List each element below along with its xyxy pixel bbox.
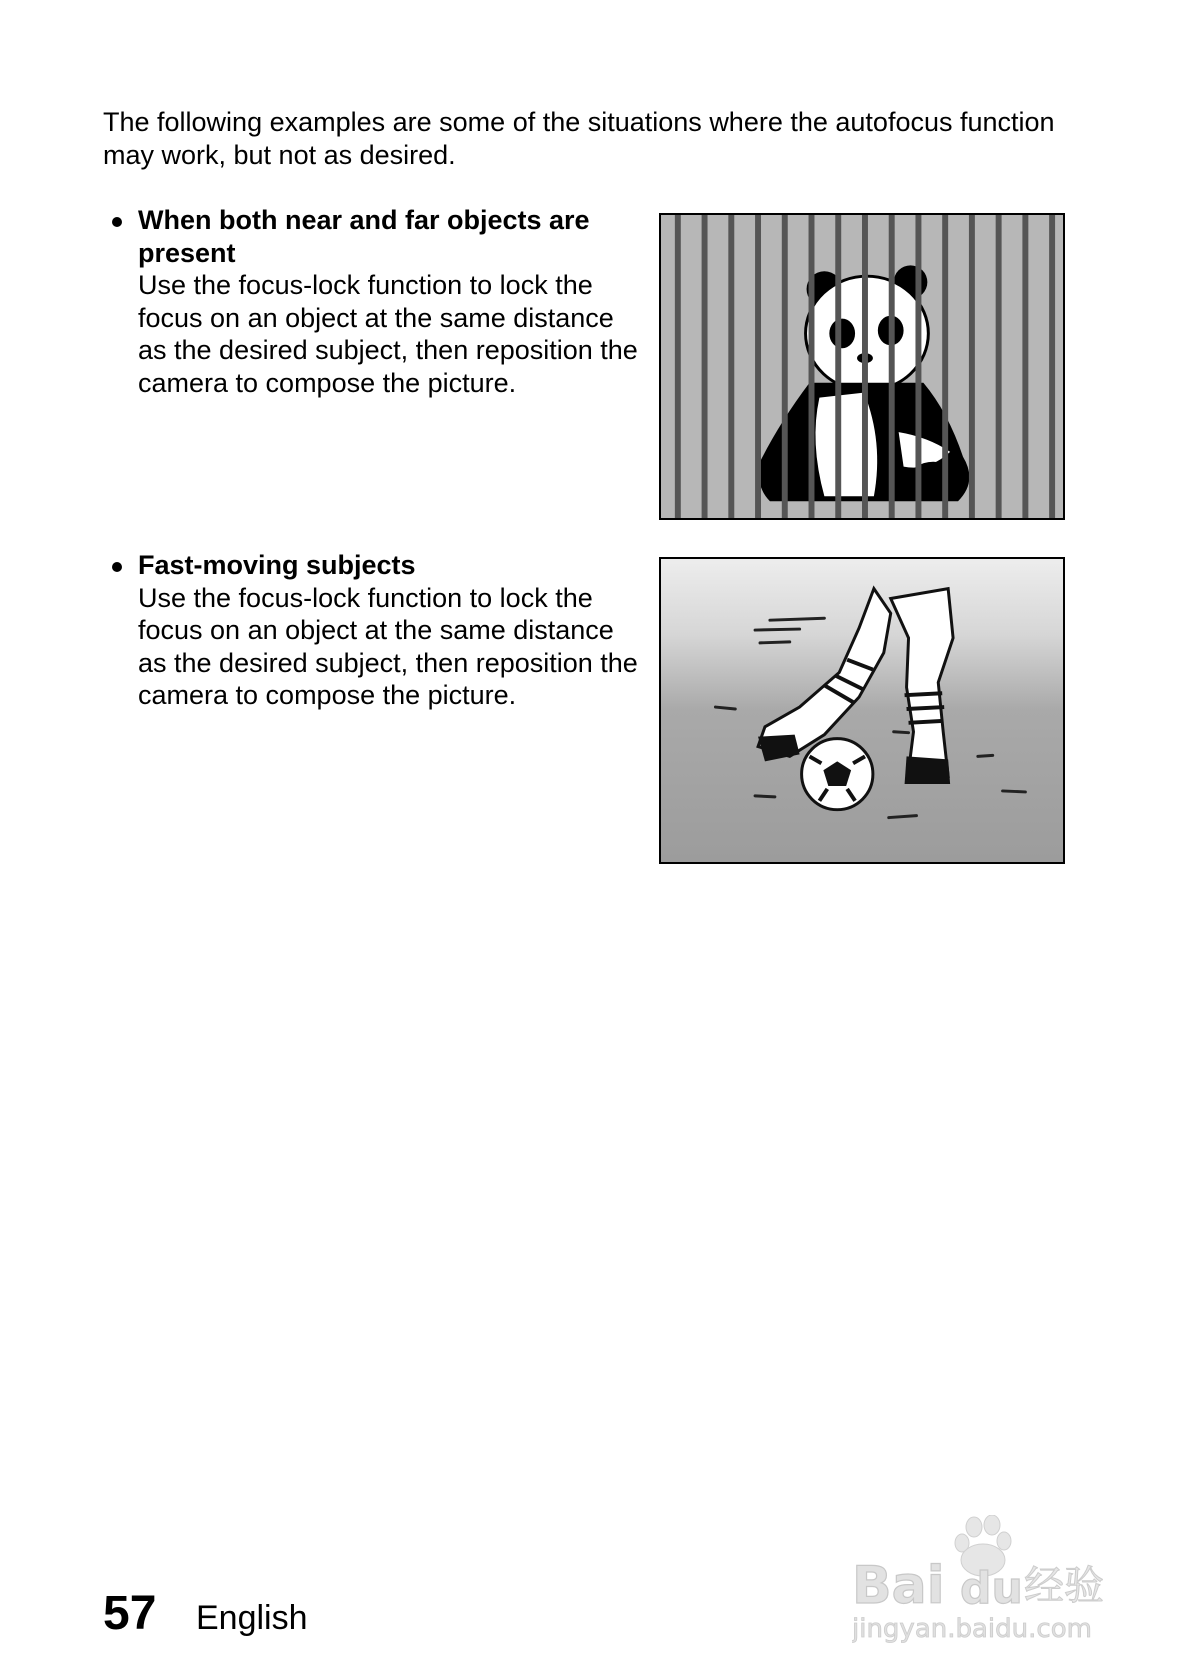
bullet-body: Use the focus-lock function to lock the focus on an object at the same distance as the desired subject, then reposition the camera to compose the picture. xyxy=(138,582,638,710)
bullet-item-near-far xyxy=(112,204,642,399)
bullet-dot xyxy=(112,217,122,227)
bullet-body: Use the focus-lock function to lock the focus on an object at the same distance as the desired subject, then reposition the camera to compose the picture. xyxy=(138,270,638,398)
svg-text:du: du xyxy=(960,1563,1023,1614)
panda-behind-bars-illustration xyxy=(659,213,1065,520)
soccer-player-kicking-ball-illustration xyxy=(659,557,1065,864)
svg-text:jingyan.baidu.com: jingyan.baidu.com xyxy=(852,1614,1092,1644)
baidu-jingyan-watermark-logo xyxy=(852,1515,1132,1645)
bullet-dot xyxy=(112,562,122,572)
page-number: 57 xyxy=(103,1587,157,1640)
bullet-item-fast-moving xyxy=(112,549,642,712)
bullet-heading: When both near and far objects are present xyxy=(138,205,590,268)
page-language-label: English xyxy=(196,1599,308,1637)
intro-paragraph: The following examples are some of the situations where the autofocus function may work, but not as desired. xyxy=(103,107,1055,170)
bullet-heading: Fast-moving subjects xyxy=(138,550,416,580)
svg-text:Bai: Bai xyxy=(852,1556,945,1616)
svg-text:经验: 经验 xyxy=(1024,1563,1104,1609)
